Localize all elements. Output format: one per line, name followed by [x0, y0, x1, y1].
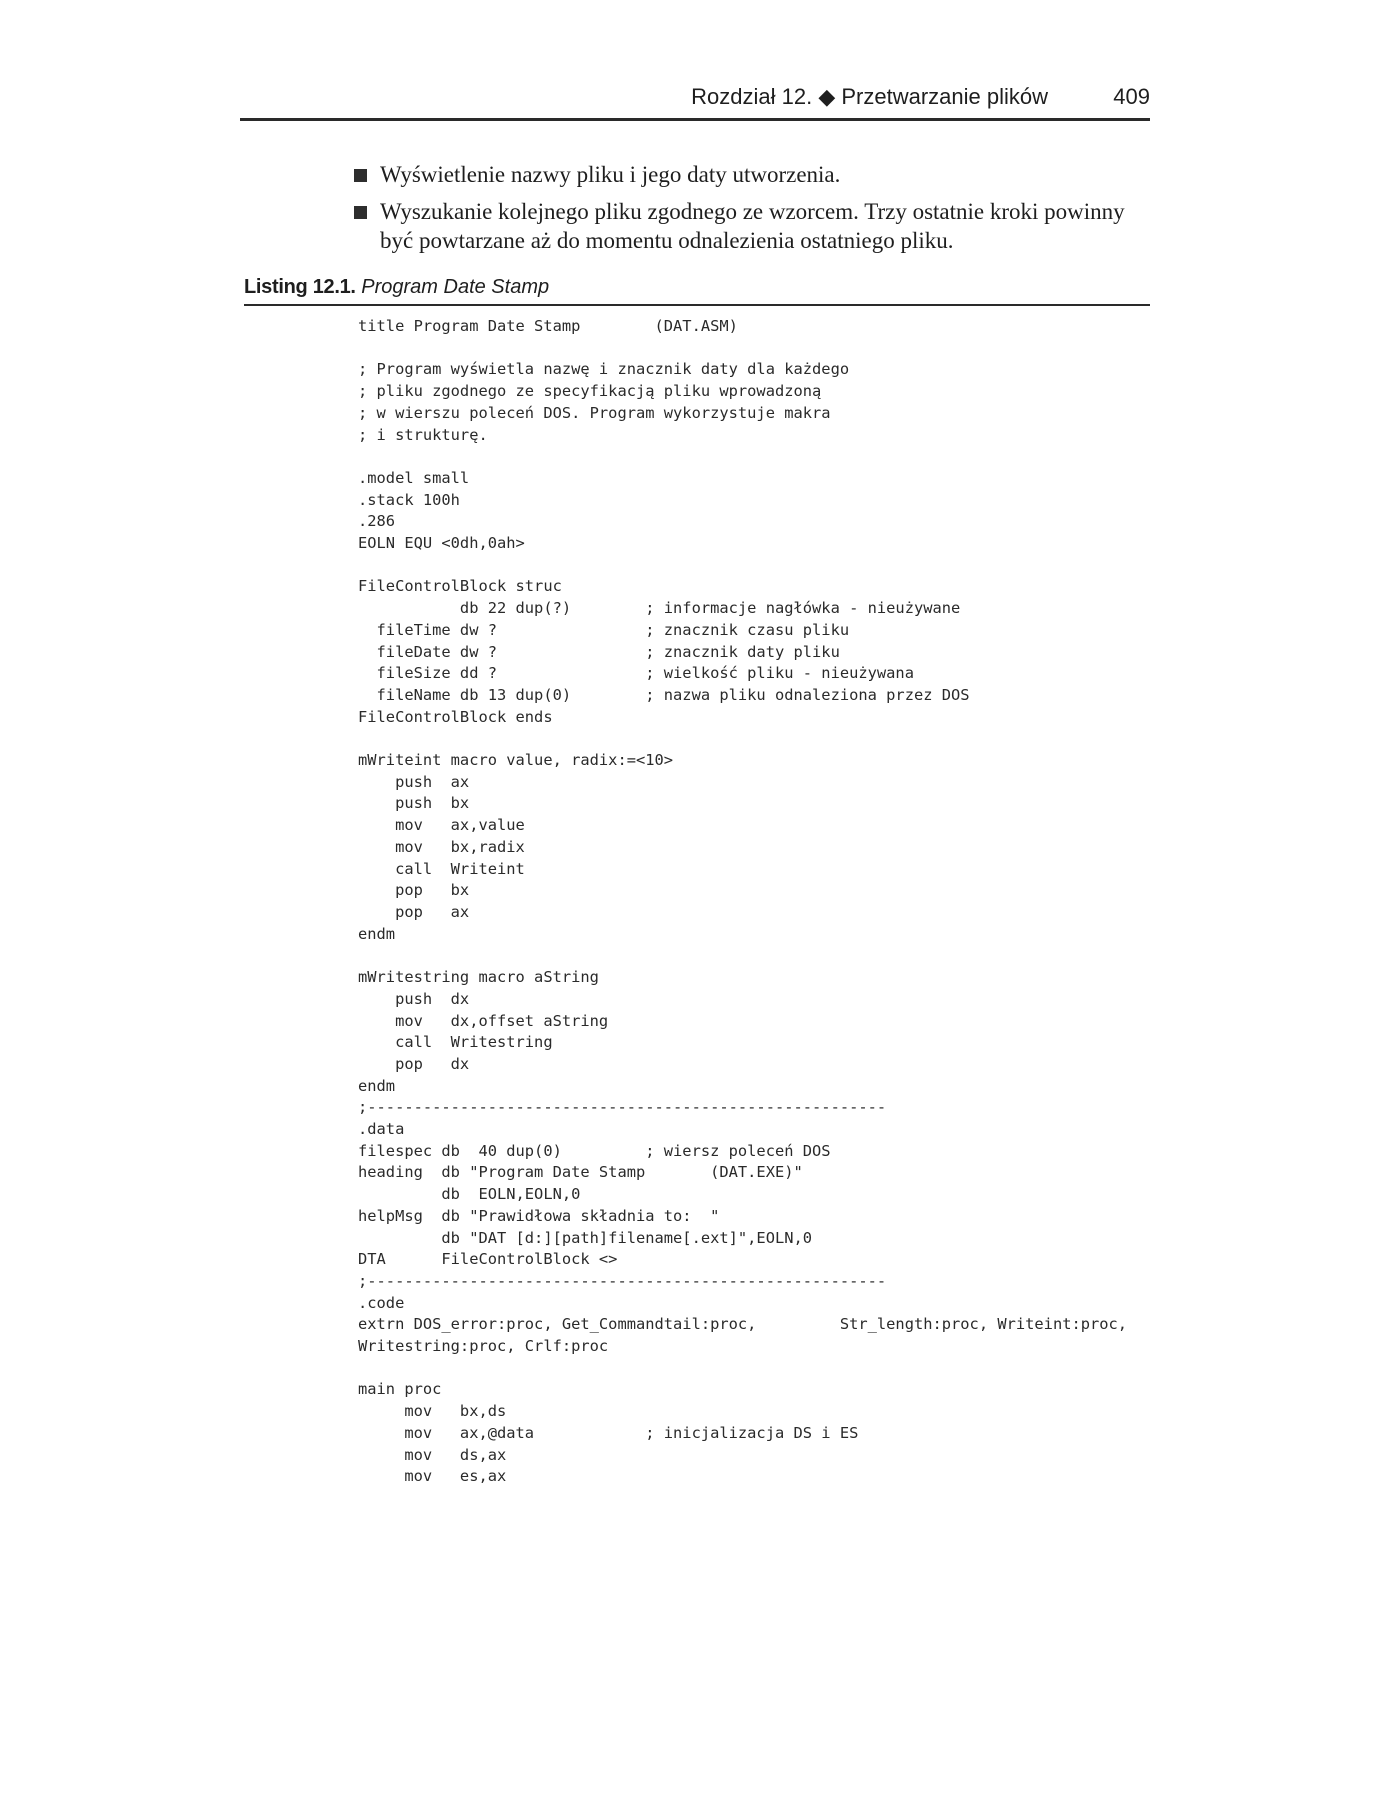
listing-title: Program Date Stamp — [361, 276, 550, 298]
bullet-text: Wyszukanie kolejnego pliku zgodnego ze wzorcem. Trzy ostatnie kroki powinny być powtarzane aż do momentu odnalezienia ostatniego pliku. — [380, 199, 1125, 253]
page-number: 409 — [1113, 84, 1150, 109]
bullet-item — [352, 160, 1152, 189]
bullet-text: Wyświetlenie nazwy pliku i jego daty utworzenia. — [380, 162, 841, 187]
bullet-item — [352, 197, 1152, 255]
listing-caption — [244, 276, 1150, 306]
square-bullet-icon — [354, 206, 367, 219]
square-bullet-icon — [354, 169, 367, 182]
bullet-list — [352, 160, 1152, 263]
listing-label: Listing 12.1. — [244, 276, 356, 298]
code-listing: title Program Date Stamp (DAT.ASM) ; Program wyświetla nazwę i znacznik daty dla każdego ; pliku zgodnego ze specyfikacją pliku wprowadzoną ; w wierszu poleceń DOS. Program wykorzystuje makra ; i strukturę. .model small .stack 100h .286 EOLN EQU <0dh,0ah> FileControlBlock struc db 22 dup(?) ; informacje nagłówka - nieużywane fileTime dw ? ; znacznik czasu pliku fileDate dw ? ; znacznik daty pliku fileSize dd ? ; wielkość pliku - nieużywana fileName db 13 dup(0) ; nazwa pliku odnaleziona przez DOS FileControlBlock ends mWriteint macro value, radix:=<10> push ax push bx mov ax,value mov bx,radix call Writeint pop bx pop ax endm mWritestring macro aString push dx mov dx,offset aString call Writestring pop dx endm ;-------------------------------------------------------- .data filespec db 40 dup(0) ; wiersz poleceń DOS heading db "Program Date Stamp (DAT.EXE)" db EOLN,EOLN,0 helpMsg db "Prawidłowa składnia to: " db "DAT [d:][path]filename[.ext]",EOLN,0 DTA FileControlBlock <> ;-------------------------------------------------------- .code extrn DOS_error:proc, Get_Commandtail:proc, Str_length:proc, Writeint:proc, Writestring:proc, Crlf:proc main proc mov bx,ds mov ax,@data ; inicjalizacja DS i ES mov ds,ax mov es,ax — [358, 317, 1128, 1486]
chapter-title: Rozdział 12. ◆ Przetwarzanie plików — [691, 84, 1048, 109]
running-header — [240, 80, 1150, 121]
